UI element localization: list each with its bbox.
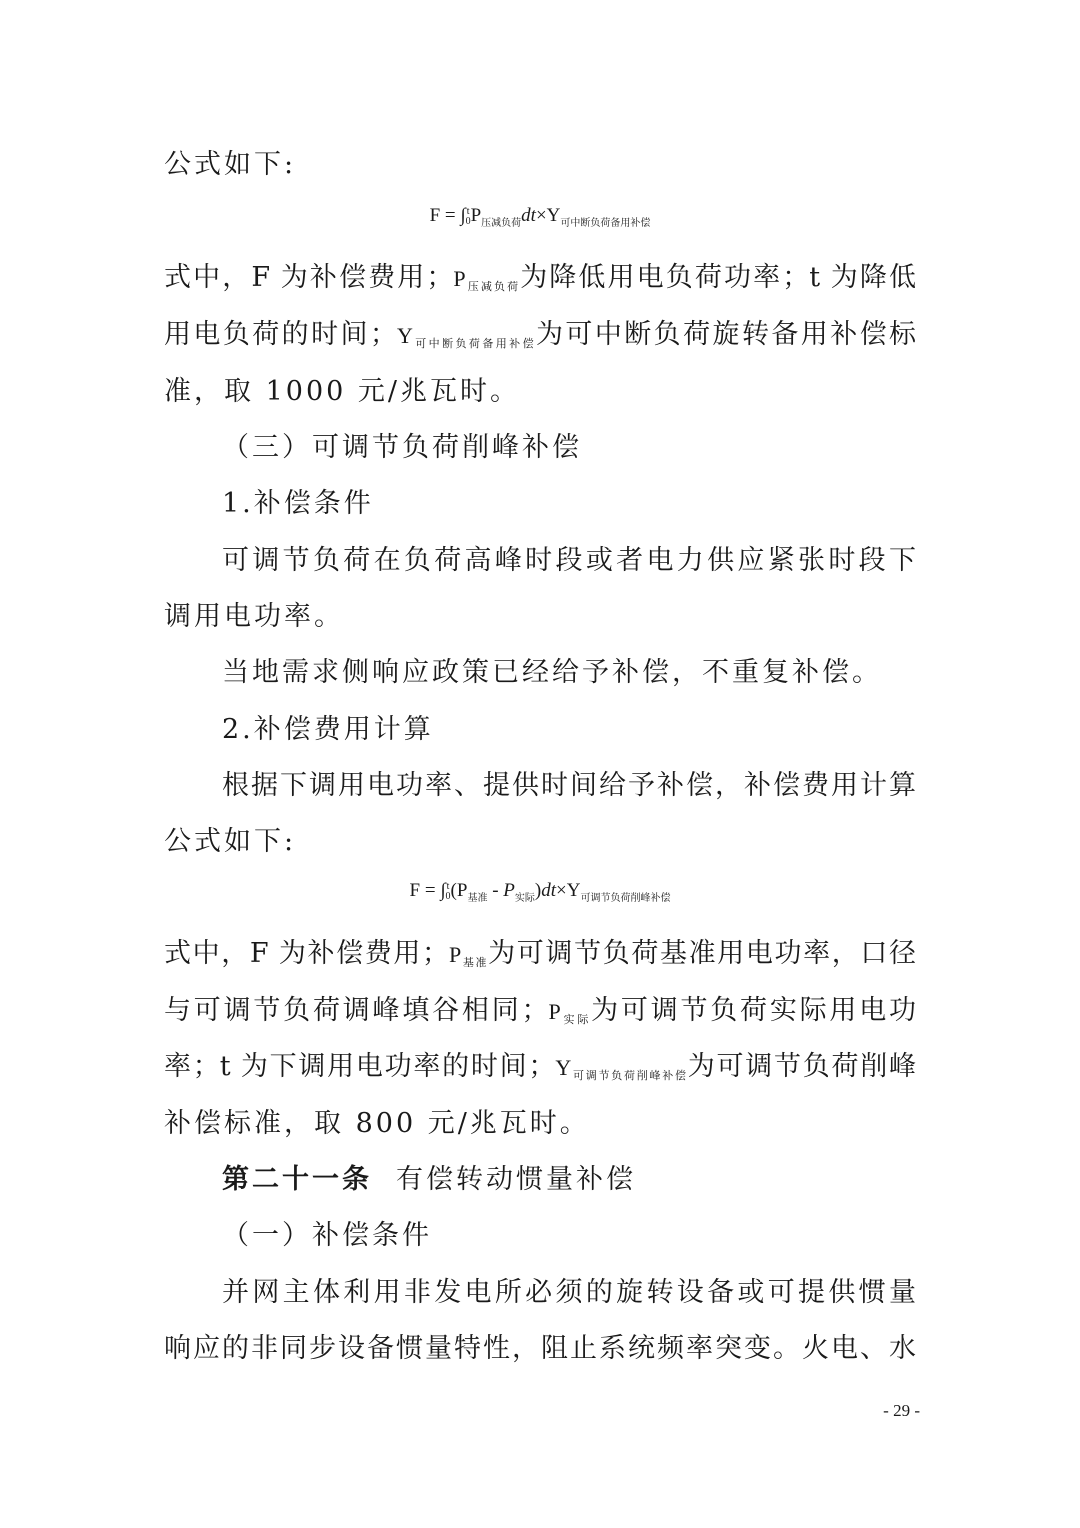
var-letter: P bbox=[453, 266, 466, 291]
text-line bbox=[222, 541, 916, 581]
text: 为可调节负荷削峰 bbox=[687, 1051, 917, 1082]
text: 调用电功率。 bbox=[164, 601, 344, 632]
text: 公式如下: bbox=[164, 149, 297, 180]
text: 为可调节负荷基准用电功率，口径 bbox=[488, 938, 917, 969]
text: （一）补偿条件 bbox=[222, 1220, 432, 1251]
lower-limit: 0 bbox=[445, 890, 451, 902]
formula-close-paren: ) bbox=[534, 880, 542, 901]
var-y-peak bbox=[555, 1055, 687, 1080]
var-p-actual bbox=[548, 999, 591, 1024]
text: 式中，F 为补偿费用； bbox=[164, 262, 454, 293]
var-subscript: 基准 bbox=[461, 957, 489, 969]
text-line bbox=[164, 991, 916, 1031]
text-line bbox=[222, 1273, 916, 1313]
var-letter: P bbox=[449, 942, 462, 967]
article-heading bbox=[222, 1160, 916, 1200]
text: 并网主体利用非发电所必须的旋转设备或可提供惯量 bbox=[222, 1277, 916, 1308]
text: 准，取 1000 元/兆瓦时。 bbox=[164, 376, 520, 407]
var-p-reduce bbox=[453, 266, 520, 291]
formula-peak-shaving-compensation bbox=[0, 873, 1080, 909]
var-subscript: 可中断负荷备用补偿 bbox=[412, 338, 537, 350]
section-heading bbox=[222, 1216, 916, 1256]
upper-limit: t bbox=[446, 880, 450, 892]
formula-p-base-subscript: 基准 bbox=[467, 893, 488, 904]
text-line bbox=[164, 145, 916, 185]
formula-y-subscript: 可中断负荷备用补偿 bbox=[560, 218, 651, 229]
text: 1.补偿条件 bbox=[222, 488, 374, 519]
formula-y-subscript: 可调节负荷削峰补偿 bbox=[580, 893, 671, 904]
article-title: 有偿转动惯量补偿 bbox=[396, 1164, 636, 1195]
formula-interruptible-compensation bbox=[0, 198, 1080, 234]
lower-limit: 0 bbox=[465, 215, 471, 227]
formula-p-actual: P bbox=[503, 880, 515, 901]
formula-p: P bbox=[470, 205, 482, 226]
upper-limit: t bbox=[466, 205, 470, 217]
section-heading bbox=[222, 428, 916, 468]
text: 率；t 为下调用电功率的时间； bbox=[164, 1051, 556, 1082]
text-line bbox=[222, 653, 916, 693]
subsection-heading bbox=[222, 484, 916, 524]
formula-lhs: F = ∫ bbox=[429, 205, 466, 226]
formula-p-subscript: 压减负荷 bbox=[481, 218, 522, 229]
text-line bbox=[164, 822, 916, 862]
text-line bbox=[164, 315, 916, 355]
text: 2.补偿费用计算 bbox=[222, 714, 434, 745]
formula-p-actual-subscript: 实际 bbox=[514, 893, 535, 904]
text: 响应的非同步设备惯量特性，阻止系统频率突变。火电、水 bbox=[164, 1333, 916, 1364]
article-number: 第二十一条 bbox=[222, 1164, 372, 1195]
text: 与可调节负荷调峰填谷相同； bbox=[164, 995, 549, 1026]
text-line bbox=[164, 258, 916, 298]
formula-times: × bbox=[535, 205, 547, 226]
page-number: - 29 - bbox=[883, 1401, 920, 1420]
var-p-base bbox=[449, 942, 488, 967]
formula-dt: dt bbox=[521, 205, 536, 226]
var-subscript: 压减负荷 bbox=[465, 281, 521, 293]
formula-p-base: (P bbox=[450, 880, 468, 901]
text-line bbox=[164, 372, 916, 412]
text: 可调节负荷在负荷高峰时段或者电力供应紧张时段下 bbox=[222, 545, 916, 576]
formula-minus: - bbox=[487, 880, 504, 901]
text: （三）可调节负荷削峰补偿 bbox=[222, 432, 582, 463]
text: 为可调节负荷实际用电功 bbox=[591, 995, 917, 1026]
text: 为降低用电负荷功率； bbox=[520, 262, 810, 293]
text-line bbox=[164, 1104, 916, 1144]
text: 公式如下: bbox=[164, 826, 297, 857]
var-subscript: 可调节负荷削峰补偿 bbox=[571, 1070, 688, 1082]
text: 用电负荷的时间； bbox=[164, 319, 397, 350]
text: 为可中断负荷旋转备用补偿标 bbox=[536, 319, 917, 350]
var-letter: Y bbox=[396, 323, 413, 348]
text: 补偿标准，取 800 元/兆瓦时。 bbox=[164, 1108, 590, 1139]
text-line bbox=[164, 597, 916, 637]
var-y-interrupt bbox=[397, 323, 536, 348]
text-line bbox=[164, 934, 916, 974]
text-line bbox=[164, 1329, 916, 1369]
subsection-heading bbox=[222, 710, 916, 750]
text: 当地需求侧响应政策已经给予补偿，不重复补偿。 bbox=[222, 657, 882, 688]
text-line bbox=[164, 1047, 916, 1087]
text: 根据下调用电功率、提供时间给予补偿，补偿费用计算 bbox=[222, 770, 916, 801]
var-letter: P bbox=[548, 999, 561, 1024]
formula-y: Y bbox=[546, 205, 561, 226]
text-line bbox=[222, 766, 916, 806]
var-letter: Y bbox=[555, 1055, 572, 1080]
text: 式中，F 为补偿费用； bbox=[164, 938, 450, 969]
formula-lhs: F = ∫ bbox=[409, 880, 446, 901]
formula-times: × bbox=[556, 880, 567, 901]
var-subscript: 实际 bbox=[560, 1014, 592, 1026]
formula-dt: dt bbox=[541, 880, 556, 901]
formula-y: Y bbox=[566, 880, 581, 901]
text: t 为降低 bbox=[809, 262, 917, 293]
